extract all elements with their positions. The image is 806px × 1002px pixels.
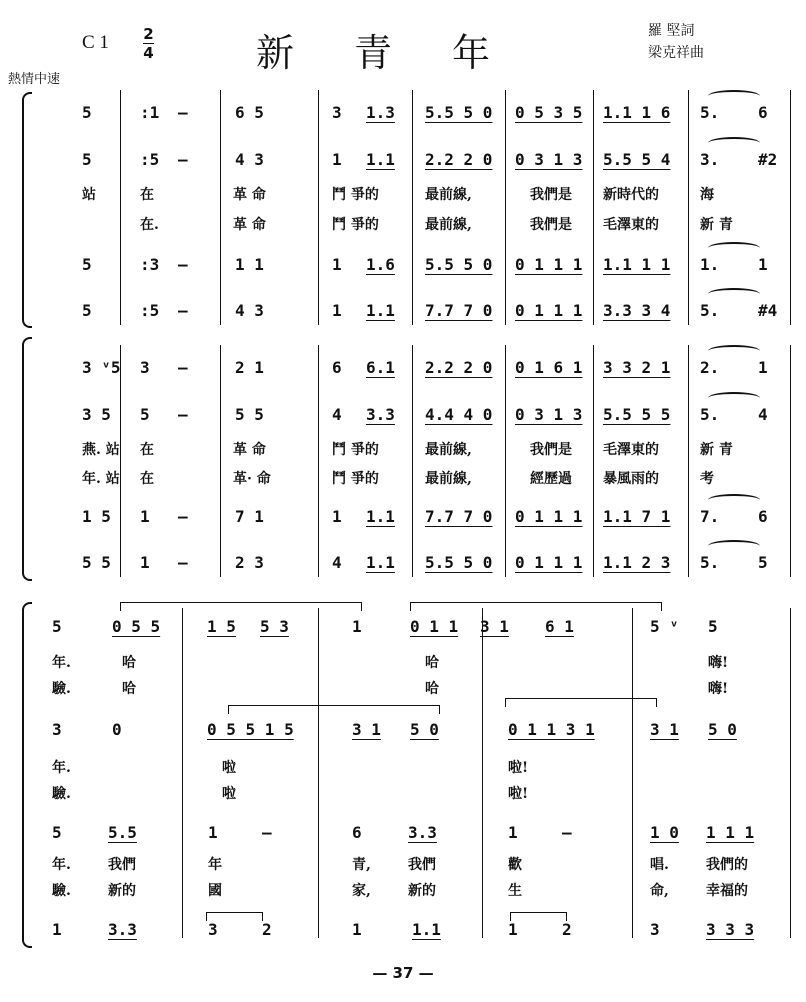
system2-row1-note: 2. xyxy=(700,358,720,377)
system3-lyric3-syllable: 新的 xyxy=(108,883,136,899)
system2-lyric2-syllable: 年. 站 xyxy=(82,471,120,487)
system3-row4-note: 1 xyxy=(352,920,362,939)
system3-slur xyxy=(410,602,662,611)
system2-barline xyxy=(505,345,506,577)
system3-lyric3-syllable: 青, xyxy=(352,857,371,873)
system1-row2-note: 2.2 2 0 xyxy=(425,150,493,169)
system1-lyric1-syllable: 在 xyxy=(140,187,154,203)
system2-row2-note: 4 xyxy=(332,405,342,424)
system3-row1-note: 5 xyxy=(708,617,718,636)
system3-slur xyxy=(510,912,567,921)
system3-row3-note: 1 1 1 xyxy=(706,823,755,842)
system2-row1-note: 6.1 xyxy=(366,358,395,377)
system2-row2-note: 3.3 xyxy=(366,405,395,424)
system1-tie xyxy=(708,90,760,102)
system1-row2-note: 3. xyxy=(700,150,720,169)
system3-row2-note: 0 xyxy=(112,720,122,739)
system1-tie xyxy=(708,288,760,300)
system1-lyric2-syllable: 我們是 xyxy=(530,217,572,233)
system2-row1-note: 1 xyxy=(758,358,768,377)
system2-lyric2-syllable: 考 xyxy=(700,471,714,487)
system3-lyric3-syllable: 我們 xyxy=(408,857,436,873)
system3-lyric1-syllable: 驗. xyxy=(52,681,71,697)
system1-row4-note: #4 xyxy=(758,301,778,320)
system2-lyric2-syllable: 鬥 爭的 xyxy=(332,471,379,487)
system2-lyric1-syllable: 我們是 xyxy=(530,442,572,458)
system2-lyric1-syllable: 最前線, xyxy=(425,442,472,458)
system3-row1-note: 6 1 xyxy=(545,617,574,636)
system3-row2-note: 0 1 1 3 1 xyxy=(508,720,595,739)
system2-row2-note: 5.5 5 5 xyxy=(603,405,671,424)
system2-lyric1-syllable: 燕. 站 xyxy=(82,442,120,458)
system1-row1-note: 3 xyxy=(332,103,342,122)
system2-row3-note: 1 5 xyxy=(82,507,111,526)
system2-row3-note: 7.7 7 0 xyxy=(425,507,493,526)
system2-row2-note: – xyxy=(178,405,188,424)
system1-barline xyxy=(220,90,221,325)
system1-row3-note: 1 1 xyxy=(235,255,264,274)
system1-row4-note: 7.7 7 0 xyxy=(425,301,493,320)
system2-row4-note: – xyxy=(178,553,188,572)
system1-row3-note: 5 xyxy=(82,255,92,274)
system2-lyric2-syllable: 革· 命 xyxy=(233,471,271,487)
system3-lyric3-syllable: 命, xyxy=(650,883,669,899)
system3-row4-note: 3 xyxy=(208,920,218,939)
system3-row4-note: 2 xyxy=(262,920,272,939)
system3-row4-note: 1 xyxy=(52,920,62,939)
system1-row3-note: 5.5 5 0 xyxy=(425,255,493,274)
system1-lyric1-syllable: 我們是 xyxy=(530,187,572,203)
system2-row4-note: 1.1 2 3 xyxy=(603,553,671,572)
system1-lyric2-syllable: 革 命 xyxy=(233,217,266,233)
system2-barline xyxy=(688,345,689,577)
system1-row4-note: 5. xyxy=(700,301,720,320)
system2-row4-note: 5.5 5 0 xyxy=(425,553,493,572)
system3-lyric1-syllable: 嗨! xyxy=(708,681,729,697)
system2-row1-note: 2.2 2 0 xyxy=(425,358,493,377)
system3-lyric1-syllable: 哈 xyxy=(122,655,136,671)
system2-row3-note: 7. xyxy=(700,507,720,526)
system3-lyric2-syllable: 年. xyxy=(52,760,71,776)
system3-row1-note: 0 5 5 xyxy=(112,617,161,636)
system1-lyric1-syllable: 新時代的 xyxy=(603,187,659,203)
system3-lyric3-syllable: 唱. xyxy=(650,857,669,873)
system3-barline xyxy=(790,608,791,938)
system3-row1-note: 0 1 1 xyxy=(410,617,459,636)
system2-lyric2-syllable: 暴風雨的 xyxy=(603,471,659,487)
system3-slur xyxy=(505,698,657,707)
system2-row4-note: 4 xyxy=(332,553,342,572)
system3-row3-note: 5 xyxy=(52,823,62,842)
system3-slur xyxy=(120,602,362,611)
system1-lyric1-syllable: 革 命 xyxy=(233,187,266,203)
system2-lyric1-syllable: 在 xyxy=(140,442,154,458)
tempo-marking: 熱情中速 xyxy=(8,72,61,87)
system-1-brace xyxy=(22,100,24,320)
system3-row4-note: 3 xyxy=(650,920,660,939)
system3-row2-note: 0 5 5 1 5 xyxy=(207,720,294,739)
system2-row4-note: 5 5 xyxy=(82,553,111,572)
system3-lyric3-syllable: 我們 xyxy=(108,857,136,873)
system3-row3-note: 3.3 xyxy=(408,823,437,842)
system2-row2-note: 5 xyxy=(140,405,150,424)
system1-row1-note: 5 xyxy=(82,103,92,122)
system1-lyric2-syllable: 在. xyxy=(140,217,159,233)
system1-tie xyxy=(708,137,760,149)
system1-lyric1-syllable: 海 xyxy=(700,187,714,203)
system1-row3-note: 1 xyxy=(332,255,342,274)
composer-credit: 梁克祥曲 xyxy=(648,45,704,61)
system3-lyric2-syllable: 驗. xyxy=(52,786,71,802)
system3-row3-note: 5.5 xyxy=(108,823,137,842)
system3-row1-note: 5 ᵛ xyxy=(650,617,679,636)
system3-row1-note: 1 5 xyxy=(207,617,236,636)
system2-row1-note: 3 ᵛ5 xyxy=(82,358,121,377)
system1-row4-note: 1 xyxy=(332,301,342,320)
key-signature: C 1 xyxy=(82,32,109,53)
system1-row3-note: 1. xyxy=(700,255,720,274)
system2-lyric1-syllable: 革 命 xyxy=(233,442,266,458)
system2-lyric2-syllable: 經歷過 xyxy=(530,471,572,487)
system1-barline xyxy=(593,90,594,325)
system1-row4-note: 3.3 3 4 xyxy=(603,301,671,320)
system1-row3-note: 1.1 1 1 xyxy=(603,255,671,274)
system1-barline xyxy=(790,90,791,325)
system2-lyric1-syllable: 鬥 爭的 xyxy=(332,442,379,458)
system2-tie xyxy=(708,392,760,404)
system3-row3-note: 6 xyxy=(352,823,362,842)
system-3-brace xyxy=(22,610,24,940)
system3-lyric3-syllable: 生 xyxy=(508,883,522,899)
system1-row2-note: 1.1 xyxy=(366,150,395,169)
system2-lyric2-syllable: 在 xyxy=(140,471,154,487)
system2-row2-note: 5. xyxy=(700,405,720,424)
system3-lyric2-syllable: 啦 xyxy=(222,786,236,802)
system2-row2-note: 5 5 xyxy=(235,405,264,424)
system2-row1-note: – xyxy=(178,358,188,377)
system2-row3-note: 0 1 1 1 xyxy=(515,507,583,526)
system2-barline xyxy=(220,345,221,577)
system1-row4-note: 1.1 xyxy=(366,301,395,320)
system3-row3-note: – xyxy=(562,823,572,842)
system1-lyric1-syllable: 最前線, xyxy=(425,187,472,203)
system1-row1-note: 6 xyxy=(758,103,768,122)
system2-row3-note: 1.1 7 1 xyxy=(603,507,671,526)
system3-barline xyxy=(318,608,319,938)
system2-row1-note: 3 xyxy=(140,358,150,377)
system1-row1-note: 0 5 3 5 xyxy=(515,103,583,122)
system1-barline xyxy=(505,90,506,325)
system3-lyric3-syllable: 國 xyxy=(208,883,222,899)
system1-row4-note: – xyxy=(178,301,188,320)
system3-lyric3-syllable: 年. xyxy=(52,857,71,873)
system3-lyric1-syllable: 年. xyxy=(52,655,71,671)
system3-lyric1-syllable: 嗨! xyxy=(708,655,729,671)
system-2-brace xyxy=(22,345,24,573)
system2-row3-note: 1 xyxy=(140,507,150,526)
system2-tie xyxy=(708,345,760,357)
system2-barline xyxy=(790,345,791,577)
system1-row4-note: :5 xyxy=(140,301,160,320)
system1-tie xyxy=(708,242,760,254)
system3-row2-note: 5 0 xyxy=(708,720,737,739)
system1-row2-note: – xyxy=(178,150,188,169)
system2-tie xyxy=(708,540,760,552)
system2-row1-note: 0 1 6 1 xyxy=(515,358,583,377)
system1-row2-note: :5 xyxy=(140,150,160,169)
system1-lyric2-syllable: 最前線, xyxy=(425,217,472,233)
system3-lyric3-syllable: 幸福的 xyxy=(706,883,748,899)
system3-row3-note: – xyxy=(262,823,272,842)
lyricist-credit: 羅 堅詞 xyxy=(648,23,695,39)
system3-slur xyxy=(206,912,263,921)
system3-lyric3-syllable: 我們的 xyxy=(706,857,748,873)
system2-barline xyxy=(318,345,319,577)
system2-row4-note: 5 xyxy=(758,553,768,572)
system2-barline xyxy=(412,345,413,577)
system2-row4-note: 2 3 xyxy=(235,553,264,572)
system3-barline xyxy=(632,608,633,938)
system3-row4-note: 1.1 xyxy=(412,920,441,939)
system1-row3-note: – xyxy=(178,255,188,274)
system1-row3-note: 1 xyxy=(758,255,768,274)
system3-barline xyxy=(182,608,183,938)
system3-lyric3-syllable: 年 xyxy=(208,857,222,873)
system3-lyric3-syllable: 新的 xyxy=(408,883,436,899)
system2-row2-note: 3 5 xyxy=(82,405,111,424)
system2-row1-note: 2 1 xyxy=(235,358,264,377)
system3-row3-note: 1 xyxy=(508,823,518,842)
system3-lyric1-syllable: 哈 xyxy=(425,681,439,697)
system1-row2-note: 4 3 xyxy=(235,150,264,169)
system2-lyric2-syllable: 最前線, xyxy=(425,471,472,487)
system3-lyric1-syllable: 哈 xyxy=(122,681,136,697)
system2-barline xyxy=(120,345,121,577)
system2-row3-note: 1 xyxy=(332,507,342,526)
meter-bottom: 4 xyxy=(143,44,154,62)
system3-row4-note: 3.3 xyxy=(108,920,137,939)
system3-lyric1-syllable: 哈 xyxy=(425,655,439,671)
system1-row2-note: 5.5 5 4 xyxy=(603,150,671,169)
system1-row3-note: :3 xyxy=(140,255,160,274)
system3-row1-note: 1 xyxy=(352,617,362,636)
system1-lyric2-syllable: 毛澤東的 xyxy=(603,217,659,233)
system3-row2-note: 3 xyxy=(52,720,62,739)
system1-row1-note: 5. xyxy=(700,103,720,122)
system1-row1-note: 1.3 xyxy=(366,103,395,122)
system1-barline xyxy=(412,90,413,325)
system1-row1-note: :1 xyxy=(140,103,160,122)
system1-row4-note: 0 1 1 1 xyxy=(515,301,583,320)
system1-row1-note: – xyxy=(178,103,188,122)
system1-row1-note: 6 5 xyxy=(235,103,264,122)
system1-lyric1-syllable: 鬥 爭的 xyxy=(332,187,379,203)
system2-row3-note: 1.1 xyxy=(366,507,395,526)
page-number: — 37 — xyxy=(372,964,434,982)
system1-row2-note: 0 3 1 3 xyxy=(515,150,583,169)
system1-lyric1-syllable: 站 xyxy=(82,187,96,203)
system3-row4-note: 3 3 3 xyxy=(706,920,755,939)
song-title: 新青年 xyxy=(255,31,550,75)
system1-row2-note: #2 xyxy=(758,150,778,169)
system3-lyric2-syllable: 啦! xyxy=(508,760,529,776)
meter-top: 2 xyxy=(143,25,154,43)
system2-row3-note: 6 xyxy=(758,507,768,526)
system3-lyric2-syllable: 啦! xyxy=(508,786,529,802)
system2-row2-note: 0 3 1 3 xyxy=(515,405,583,424)
system1-barline xyxy=(318,90,319,325)
system3-row1-note: 5 xyxy=(52,617,62,636)
system1-row3-note: 0 1 1 1 xyxy=(515,255,583,274)
system1-row4-note: 5 xyxy=(82,301,92,320)
system2-lyric1-syllable: 新 青 xyxy=(700,442,733,458)
system2-barline xyxy=(593,345,594,577)
system3-slur xyxy=(228,705,440,714)
system3-lyric2-syllable: 啦 xyxy=(222,760,236,776)
system3-lyric3-syllable: 驗. xyxy=(52,883,71,899)
system3-row2-note: 3 1 xyxy=(650,720,679,739)
system3-row3-note: 1 xyxy=(208,823,218,842)
system2-row4-note: 5. xyxy=(700,553,720,572)
system3-barline xyxy=(482,608,483,938)
system2-row3-note: 7 1 xyxy=(235,507,264,526)
system1-lyric2-syllable: 新 青 xyxy=(700,217,733,233)
system1-row4-note: 4 3 xyxy=(235,301,264,320)
system1-row1-note: 1.1 1 6 xyxy=(603,103,671,122)
system2-row3-note: – xyxy=(178,507,188,526)
system3-row2-note: 5 0 xyxy=(410,720,439,739)
system3-row1-note: 3 1 xyxy=(480,617,509,636)
system2-lyric1-syllable: 毛澤東的 xyxy=(603,442,659,458)
system2-row2-note: 4.4 4 0 xyxy=(425,405,493,424)
system3-row4-note: 2 xyxy=(562,920,572,939)
system3-row1-note: 5 3 xyxy=(260,617,289,636)
system3-lyric3-syllable: 家, xyxy=(352,883,371,899)
system2-tie xyxy=(708,494,760,506)
system2-row4-note: 0 1 1 1 xyxy=(515,553,583,572)
system1-barline xyxy=(120,90,121,325)
system1-row2-note: 1 xyxy=(332,150,342,169)
system2-row2-note: 4 xyxy=(758,405,768,424)
system3-lyric3-syllable: 歡 xyxy=(508,857,522,873)
system2-row1-note: 6 xyxy=(332,358,342,377)
system1-row2-note: 5 xyxy=(82,150,92,169)
system2-row4-note: 1 xyxy=(140,553,150,572)
system3-row4-note: 1 xyxy=(508,920,518,939)
system1-row3-note: 1.6 xyxy=(366,255,395,274)
system2-row4-note: 1.1 xyxy=(366,553,395,572)
system1-row1-note: 5.5 5 0 xyxy=(425,103,493,122)
system3-row2-note: 3 1 xyxy=(352,720,381,739)
system1-lyric2-syllable: 鬥 爭的 xyxy=(332,217,379,233)
system3-row3-note: 1 0 xyxy=(650,823,679,842)
system2-row1-note: 3 3 2 1 xyxy=(603,358,671,377)
system1-barline xyxy=(688,90,689,325)
